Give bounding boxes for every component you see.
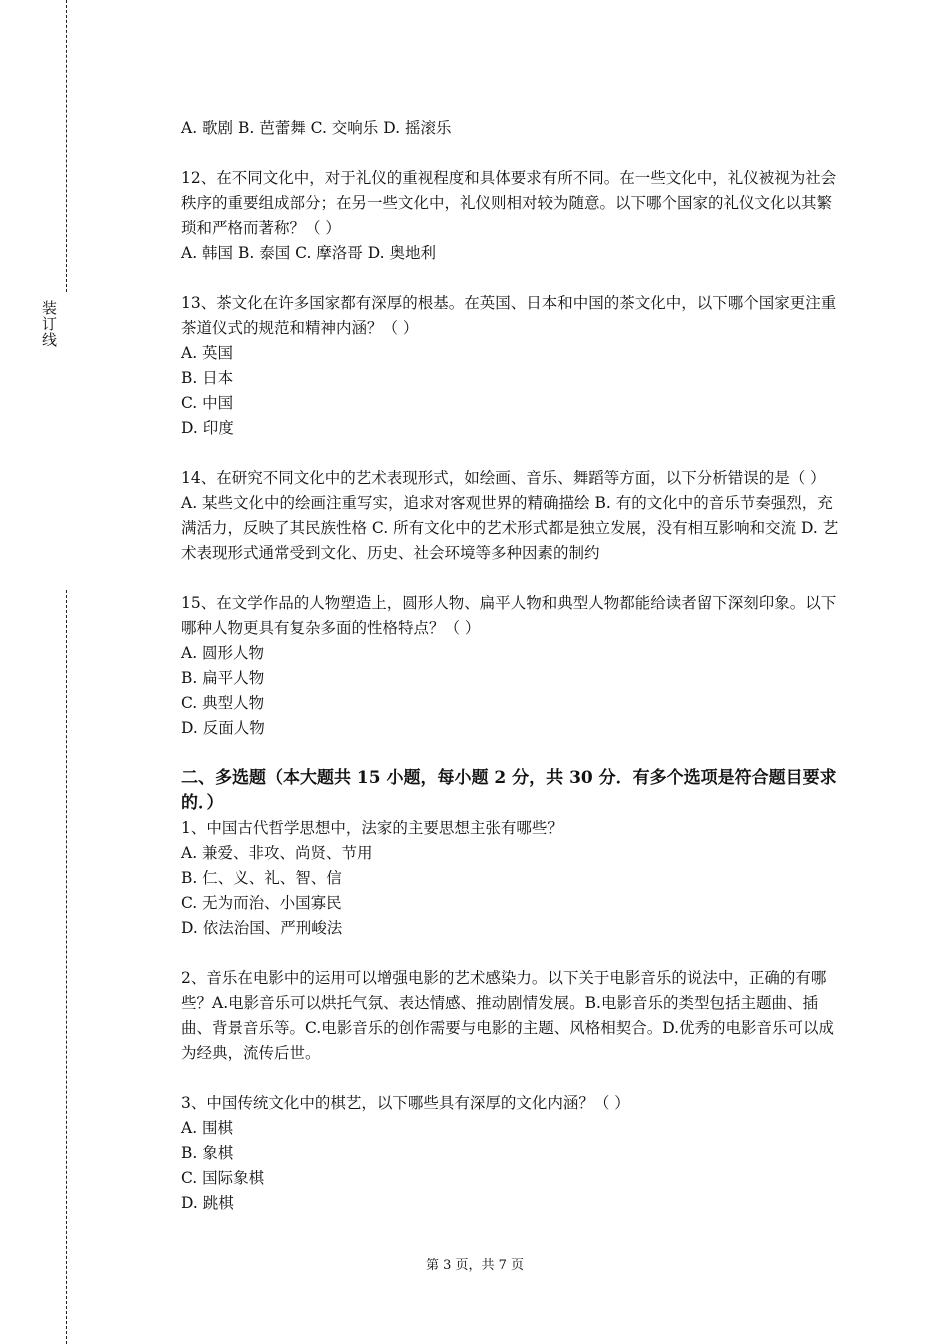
q15-option-d: D. 反面人物	[181, 719, 265, 737]
q14-stem: 14、在研究不同文化中的艺术表现形式，如绘画、音乐、舞蹈等方面，以下分析错误的是（ ）	[181, 469, 826, 487]
section-2-title: 二、多选题（本大题共 15 小题，每小题 2 分，共 30 分．有多个选项是符合题目要求的．）	[181, 768, 837, 813]
binding-line-top	[66, 0, 67, 292]
q15-option-a: A. 圆形人物	[181, 644, 265, 662]
mq3-option-d: D. 跳棋	[181, 1194, 234, 1212]
exam-content	[181, 116, 841, 1216]
mq1-stem: 1、中国古代哲学思想中，法家的主要思想主张有哪些？	[181, 819, 563, 837]
q14-options: A. 某些文化中的绘画注重写实，追求对客观世界的精确描绘 B. 有的文化中的音乐节奏强烈，充满活力，反映了其民族性格 C. 所有文化中的艺术形式都是独立发展，没有相互影响和交流 D. 艺术表现形式通常受到文化、历史、社会环境等多种因素的制约	[181, 494, 839, 562]
mq1-option-a: A. 兼爱、非攻、尚贤、节用	[181, 844, 373, 862]
mq3-stem: 3、中国传统文化中的棋艺，以下哪些具有深厚的文化内涵？（ ）	[181, 1094, 630, 1112]
q13-option-c: C. 中国	[181, 394, 234, 412]
q15-option-c: C. 典型人物	[181, 694, 265, 712]
mq1-option-b: B. 仁、义、礼、智、信	[181, 869, 342, 887]
mq3-option-c: C. 国际象棋	[181, 1169, 265, 1187]
q13-stem: 13、茶文化在许多国家都有深厚的根基。在英国、日本和中国的茶文化中，以下哪个国家更注重茶道仪式的规范和精神内涵？（ ）	[181, 294, 837, 337]
q12-options: A. 韩国 B. 泰国 C. 摩洛哥 D. 奥地利	[181, 244, 436, 262]
mq1-option-c: C. 无为而治、小国寡民	[181, 894, 342, 912]
mq2-text: 2、音乐在电影中的运用可以增强电影的艺术感染力。以下关于电影音乐的说法中，正确的有哪些？A.电影音乐可以烘托气氛、表达情感、推动剧情发展。B.电影音乐的类型包括主题曲、插曲、背景音乐等。C.电影音乐的创作需要与电影的主题、风格相契合。D.优秀的电影音乐可以成为经典，流传后世。	[181, 969, 835, 1062]
binding-label: 装订线	[40, 300, 58, 348]
q13-option-a: A. 英国	[181, 344, 234, 362]
q13-option-d: D. 印度	[181, 419, 234, 437]
q15-option-b: B. 扁平人物	[181, 669, 265, 687]
q15-stem: 15、在文学作品的人物塑造上，圆形人物、扁平人物和典型人物都能给读者留下深刻印象。以下哪种人物更具有复杂多面的性格特点？（ ）	[181, 594, 837, 637]
q11-options: A. 歌剧 B. 芭蕾舞 C. 交响乐 D. 摇滚乐	[181, 119, 452, 137]
q12-stem: 12、在不同文化中，对于礼仪的重视程度和具体要求有所不同。在一些文化中，礼仪被视为社会秩序的重要组成部分；在另一些文化中，礼仪则相对较为随意。以下哪个国家的礼仪文化以其繁琐和严格而著称？（ ）	[181, 169, 837, 237]
q13-option-b: B. 日本	[181, 369, 234, 387]
binding-line-bottom	[66, 590, 67, 1344]
page-footer: 第 3 页，共 7 页	[425, 1258, 525, 1273]
mq3-option-a: A. 围棋	[181, 1119, 234, 1137]
mq1-option-d: D. 依法治国、严刑峻法	[181, 919, 343, 937]
mq3-option-b: B. 象棋	[181, 1144, 234, 1162]
